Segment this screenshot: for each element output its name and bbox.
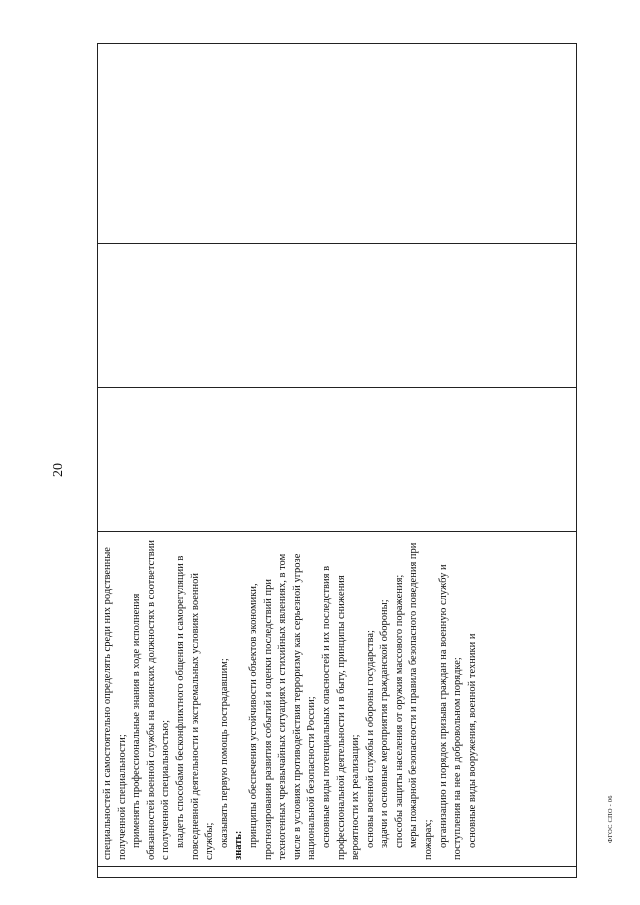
competency-paragraph: меры пожарной безопасности и правила безопасного поведения при пожарах;	[408, 542, 435, 861]
table-rotated-body	[97, 43, 577, 878]
competency-paragraph: организацию и порядок призыва граждан на военную службу и поступления на нее в добровольном порядке;	[437, 564, 464, 861]
table-cell-hours-class	[98, 243, 576, 388]
competency-paragraph: специальностей и самостоятельно определять среди них родственные полученной специальности;	[102, 547, 128, 861]
competency-paragraph: основы военной службы и обороны государства;	[364, 630, 376, 849]
competency-paragraph: применять профессиональные знания в ходе исполнения обязанностей военной службы на воинских должностях в соответствии с полученной специальностью;	[131, 540, 172, 861]
competency-paragraph: владеть способами бесконфликтного общения и саморегуляции в повседневной деятельности и экстремальных условиях военной службы;	[174, 555, 216, 861]
competency-paragraph: знать:	[233, 830, 245, 861]
competency-paragraph: принципы обеспечения устойчивости объектов экономики, прогнозирования развития событий и оценки последствий при техногенных чрезвычайных ситуациях и стихийных явлениях, в том числе в условиях противодействия терроризму как серьезной угрозе национальной безопасности России;	[247, 553, 318, 861]
table-cell-discipline	[98, 44, 576, 243]
competency-paragraph: основные виды вооружения, военной техники и	[466, 633, 478, 849]
competency-paragraph: задачи и основные мероприятия гражданской обороны;	[379, 599, 391, 849]
competency-text	[98, 532, 576, 866]
table-cell-hours-max	[98, 387, 576, 531]
table-cell-competency	[98, 531, 576, 866]
footer-code: ФГОС СПО - 06	[607, 795, 614, 843]
requirements-table	[97, 43, 577, 878]
competency-paragraph: способы защиты населения от оружия массового поражения;	[393, 574, 405, 849]
competency-paragraph: основные виды потенциальных опасностей и их последствия в профессиональной деятельности и в быту, принципы снижения вероятности их реализации;	[320, 565, 362, 861]
competency-paragraph: оказывать первую помощь пострадавшим;	[218, 658, 230, 849]
page-number: 20	[51, 463, 66, 477]
table-cell-index	[98, 866, 576, 877]
